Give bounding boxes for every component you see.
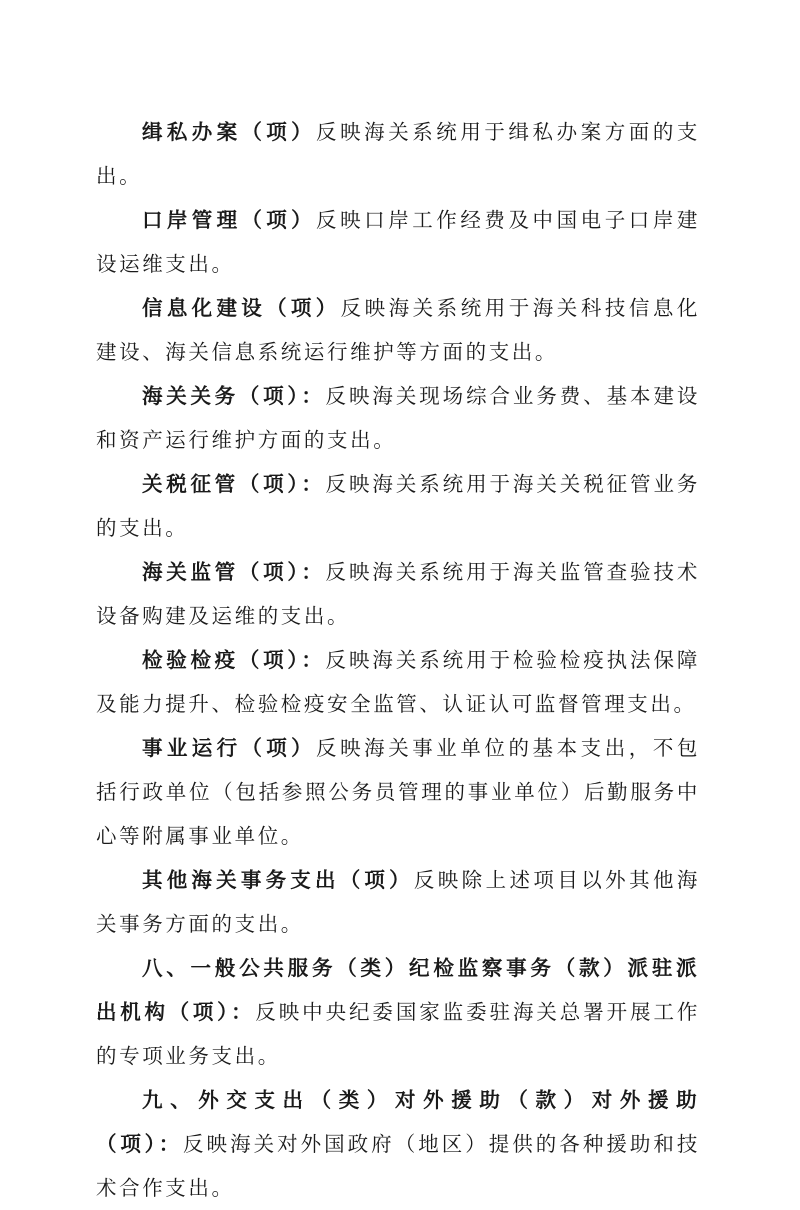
item-term: 检验检疫（项）： xyxy=(142,648,326,672)
paragraph-section-nine xyxy=(96,1078,700,1210)
paragraph-informatization xyxy=(96,286,700,374)
item-term: 口岸管理（项） xyxy=(142,208,317,232)
item-description: 反映海关系统用于海关关税征管业务的支出。 xyxy=(96,472,700,540)
item-term: 八、一般公共服务（类）纪检监察事务（款）派驻派出机构（项）： xyxy=(96,956,700,1024)
item-description: 反映海关系统用于缉私办案方面的支出。 xyxy=(96,120,700,188)
item-description: 反映海关现场综合业务费、基本建设和资产运行维护方面的支出。 xyxy=(96,384,700,452)
item-term: 事业运行（项） xyxy=(142,736,317,760)
paragraph-anti-smuggling xyxy=(96,110,700,198)
item-term: 其他海关事务支出（项） xyxy=(142,868,414,892)
item-description: 反映海关事业单位的基本支出，不包括行政单位（包括参照公务员管理的事业单位）后勤服务中心等附属事业单位。 xyxy=(96,736,700,848)
document-page xyxy=(96,110,700,1210)
item-description: 反映海关系统用于海关监管查验技术设备购建及运维的支出。 xyxy=(96,560,700,628)
item-description: 反映中央纪委国家监委驻海关总署开展工作的专项业务支出。 xyxy=(96,1000,700,1068)
item-description: 反映口岸工作经费及中国电子口岸建设运维支出。 xyxy=(96,208,700,276)
paragraph-section-eight xyxy=(96,946,700,1078)
paragraph-port-management xyxy=(96,198,700,286)
paragraph-other-customs-expenses xyxy=(96,858,700,946)
item-description: 反映除上述项目以外其他海关事务方面的支出。 xyxy=(96,868,701,936)
paragraph-customs-affairs xyxy=(96,374,700,462)
item-description: 反映海关系统用于检验检疫执法保障及能力提升、检验检疫安全监管、认证认可监督管理支出。 xyxy=(96,648,700,716)
paragraph-tariff-collection xyxy=(96,462,700,550)
item-description: 反映海关对外国政府（地区）提供的各种援助和技术合作支出。 xyxy=(96,1132,700,1200)
item-description: 反映海关系统用于海关科技信息化建设、海关信息系统运行维护等方面的支出。 xyxy=(96,296,701,364)
item-term: 缉私办案（项） xyxy=(142,120,317,144)
item-term: 九、外交支出（类）对外援助（款）对外援助（项）： xyxy=(96,1088,700,1156)
item-term: 海关关务（项）： xyxy=(142,384,326,408)
paragraph-institution-operation xyxy=(96,726,700,858)
item-term: 信息化建设（项） xyxy=(142,296,341,320)
item-term: 关税征管（项）： xyxy=(142,472,326,496)
paragraph-inspection-quarantine xyxy=(96,638,700,726)
paragraph-customs-supervision xyxy=(96,550,700,638)
item-term: 海关监管（项）： xyxy=(142,560,326,584)
